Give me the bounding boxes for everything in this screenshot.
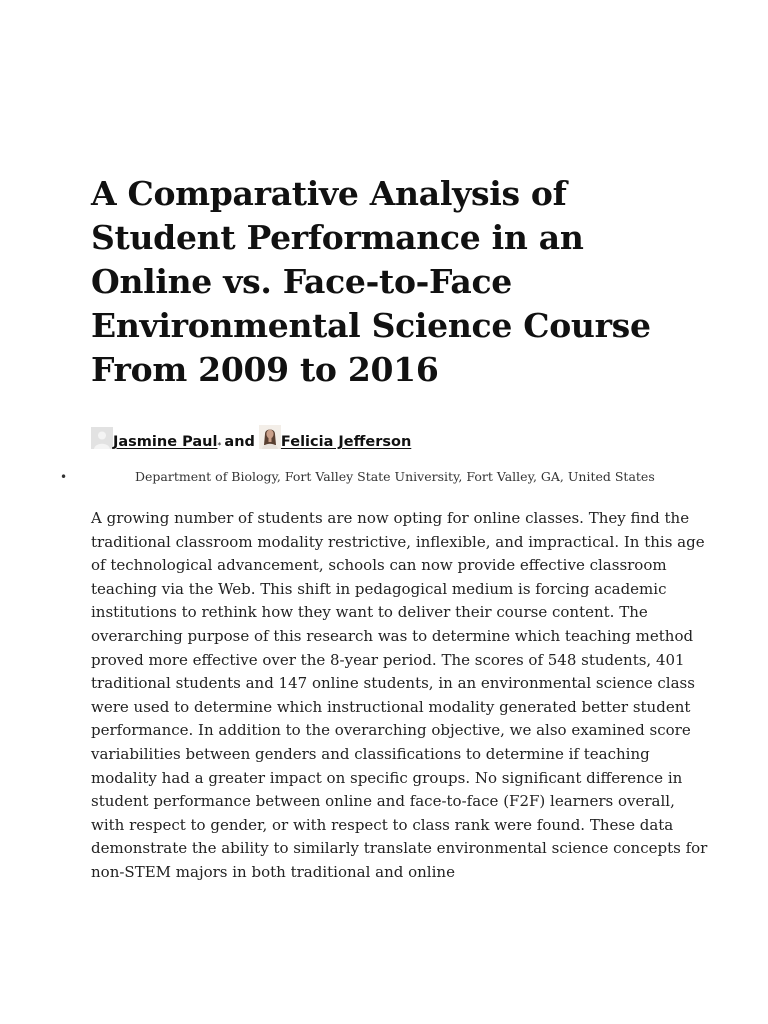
affiliation-text: Department of Biology, Fort Valley State University, Fort Valley, GA, United States (135, 469, 655, 484)
author-photo-icon (259, 425, 281, 449)
avatar-placeholder-icon (91, 427, 113, 449)
article-page (60, 0, 708, 1024)
author-link-felicia-jefferson[interactable]: Felicia Jefferson (280, 434, 412, 450)
author-list (91, 424, 411, 450)
author-link-jasmine-paul[interactable]: Jasmine Paul (113, 434, 218, 450)
author-separator: and (224, 434, 255, 450)
abstract-text: A growing number of students are now opting for online classes. They find the traditional classroom modality restrictive, inflexible, and impractical. In this age of technological advancement, schools can now provide effective classroom teaching via the Web. This shift in pedagogical medium is forcing academic institutions to rethink how they want to deliver their course content. The overarching purpose of this research was to determine which teaching method proved more effective over the 8-year period. The scores of 548 students, 401 traditional students and 147 online students, in an environmental science class were used to determine which instructional modality generated better student performance. In addition to the overarching objective, we also examined score variabilities between genders and classifications to determine if teaching modality had a greater impact on specific groups. No significant difference in student performance between online and face-to-face (F2F) learners overall, with respect to gender, or with respect to class rank were found. These data demonstrate the ability to similarly translate environmental science concepts for non-STEM majors in both traditional and online (91, 509, 708, 881)
affiliation-bullet: • (60, 470, 68, 484)
article-title: A Comparative Analysis of Student Performance in an Online vs. Face-to-Face Environmental Science Course From 2009 to 2016 (91, 174, 651, 389)
author-marker: * (217, 441, 222, 450)
